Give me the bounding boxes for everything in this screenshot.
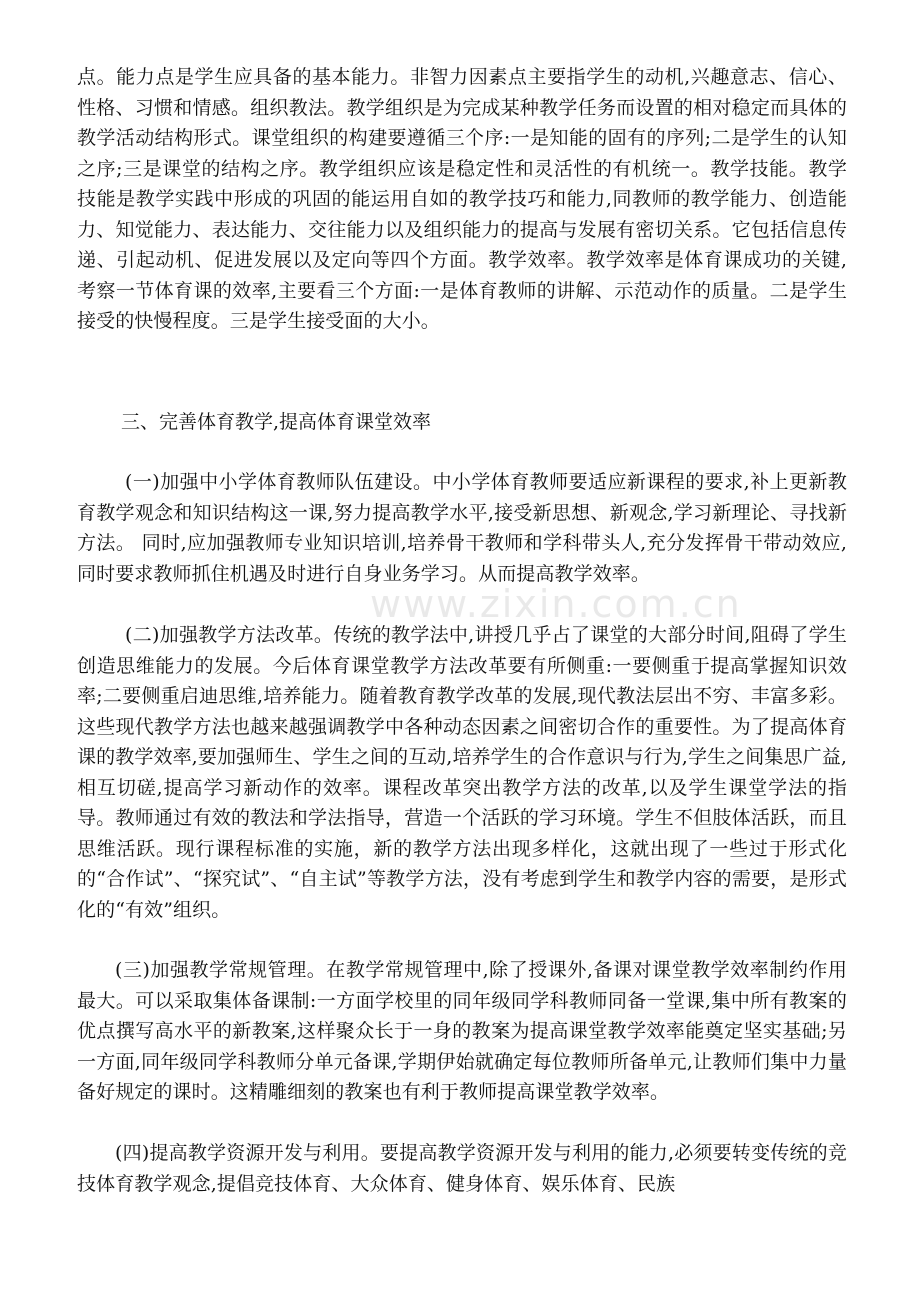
- paragraph-routine-management: (三)加强教学常规管理。在教学常规管理中,除了授课外,备课对课堂教学效率制约作用最大。可以采取集体备课制:一方面学校里的同年级同学科教师同备一堂课,集中所有教案的优点撰写高水平的新教案,这样聚众长于一身的教案为提高课堂教学效率能奠定坚实基础;另一方面,同年级同学科教师分单元备课,学期伊始就确定每位教师所备单元,让教师们集中力量备好规定的课时。这精雕细刻的教案也有利于教师提高课堂教学效率。: [77, 959, 847, 1103]
- paragraph-continuation: 点。能力点是学生应具备的基本能力。非智力因素点主要指学生的动机,兴趣意志、信心、性格、习惯和情感。组织教法。教学组织是为完成某种教学任务而设置的相对稳定而具体的教学活动结构形式。课堂组织的构建要遵循三个序:一是知能的固有的序列;二是学生的认知之序;三是课堂的结构之序。教学组织应该是稳定性和灵活性的有机统一。教学技能。教学技能是教学实践中形成的巩固的能运用自如的教学技巧和能力,同教师的教学能力、创造能力、知觉能力、表达能力、交往能力以及组织能力的提高与发展有密切关系。它包括信息传递、引起动机、促进发展以及定向等四个方面。教学效率。教学效率是体育课成功的关键,考察一节体育课的效率,主要看三个方面:一是体育教师的讲解、示范动作的质量。二是学生接受的快慢程度。三是学生接受面的大小。: [77, 66, 847, 332]
- section-heading: 三、完善体育教学,提高体育课堂效率: [121, 411, 432, 433]
- watermark: www.zixin.com.cn: [370, 582, 742, 626]
- paragraph-teacher-team: (一)加强中小学体育教师队伍建设。中小学体育教师要适应新课程的要求,补上更新教育教学观念和知识结构这一课,努力提高教学水平,接受新思想、新观念,学习新理论、寻找新方法。 同时,应加强教师专业知识培训,培养骨干教师和学科带头人,充分发挥骨干带动效应,同时要求教师抓住机遇及时进行自身业务学习。从而提高教学效率。: [77, 471, 847, 585]
- paragraph-resource-development: (四)提高教学资源开发与利用。要提高教学资源开发与利用的能力,必须要转变传统的竞技体育教学观念,提倡竞技体育、大众体育、健身体育、娱乐体育、民族: [77, 1142, 847, 1195]
- paragraph-teaching-method: (二)加强教学方法改革。传统的教学法中,讲授几乎占了课堂的大部分时间,阻碍了学生创造思维能力的发展。今后体育课堂教学方法改革要有所侧重:一要侧重于提高掌握知识效率;二要侧重启迪思维,培养能力。随着教育教学改革的发展,现代教法层出不穷、丰富多彩。这些现代教学方法也越来越强调教学中各种动态因素之间密切合作的重要性。为了提高体育课的教学效率,要加强师生、学生之间的互动,培养学生的合作意识与行为,学生之间集思广益,相互切磋,提高学习新动作的效率。课程改革突出教学方法的改革,以及学生课堂学法的指导。教师通过有效的教法和学法指导，营造一个活跃的学习环境。学生不但肢体活跃，而且思维活跃。现行课程标准的实施，新的教学方法出现多样化，这就出现了一些过于形式化的“合作试”、“探究试”、“自主试”等教学方法，没有考虑到学生和教学内容的需要，是形式化的“有效”组织。: [77, 624, 847, 921]
